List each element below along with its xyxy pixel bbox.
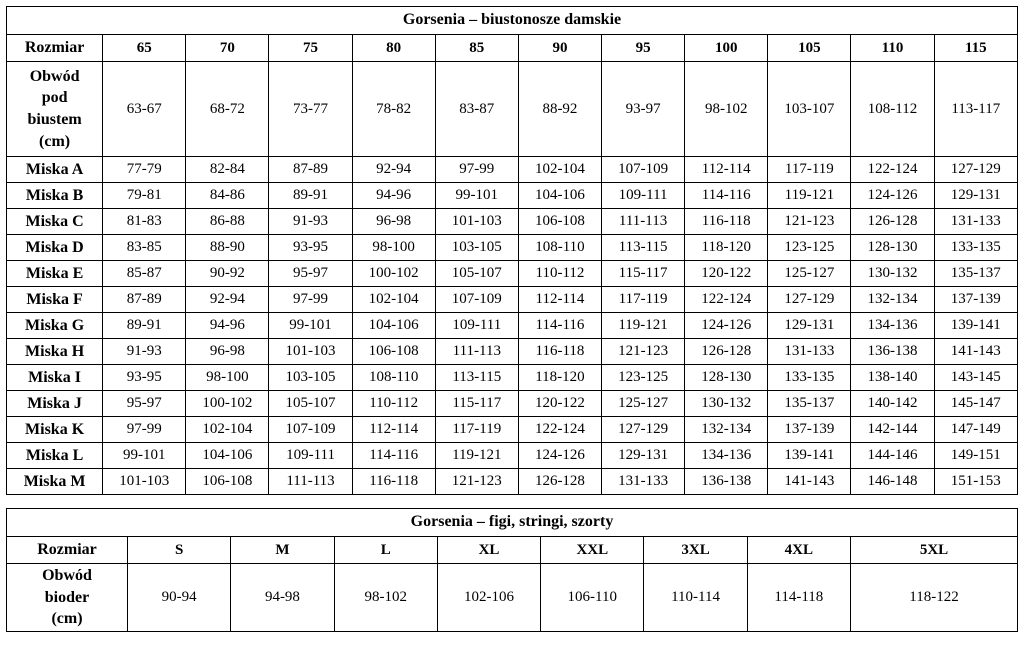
panties-size-m: M <box>231 537 334 564</box>
bras-size-table <box>6 6 1018 495</box>
cup-value: 121-123 <box>435 469 518 495</box>
cup-value: 115-117 <box>602 261 685 287</box>
cup-value: 131-133 <box>602 469 685 495</box>
cup-label: Miska F <box>7 287 103 313</box>
cup-value: 116-118 <box>518 339 601 365</box>
cup-value: 87-89 <box>103 287 186 313</box>
cup-value: 141-143 <box>934 339 1017 365</box>
cup-label: Miska B <box>7 183 103 209</box>
table-row <box>7 261 1018 287</box>
cup-value: 97-99 <box>435 157 518 183</box>
hips-value: 94-98 <box>231 564 334 632</box>
cup-value: 113-115 <box>435 365 518 391</box>
cup-value: 104-106 <box>518 183 601 209</box>
bras-size-85: 85 <box>435 35 518 62</box>
cup-value: 106-108 <box>186 469 269 495</box>
cup-value: 106-108 <box>352 339 435 365</box>
hips-label <box>7 564 128 632</box>
cup-value: 125-127 <box>602 391 685 417</box>
cup-value: 128-130 <box>851 235 934 261</box>
cup-value: 104-106 <box>352 313 435 339</box>
cup-value: 137-139 <box>768 417 851 443</box>
cup-value: 129-131 <box>768 313 851 339</box>
cup-value: 119-121 <box>768 183 851 209</box>
cup-value: 120-122 <box>685 261 768 287</box>
cup-value: 147-149 <box>934 417 1017 443</box>
table-row <box>7 469 1018 495</box>
panties-size-4xl: 4XL <box>747 537 850 564</box>
bras-size-115: 115 <box>934 35 1017 62</box>
cup-value: 107-109 <box>269 417 352 443</box>
cup-value: 108-110 <box>518 235 601 261</box>
cup-value: 128-130 <box>685 365 768 391</box>
cup-value: 106-108 <box>518 209 601 235</box>
cup-value: 122-124 <box>685 287 768 313</box>
cup-value: 109-111 <box>435 313 518 339</box>
cup-value: 108-110 <box>352 365 435 391</box>
cup-value: 135-137 <box>934 261 1017 287</box>
cup-value: 101-103 <box>435 209 518 235</box>
cup-value: 122-124 <box>851 157 934 183</box>
cup-value: 136-138 <box>685 469 768 495</box>
under-bust-value: 98-102 <box>685 62 768 157</box>
hips-value: 110-114 <box>644 564 747 632</box>
cup-value: 98-100 <box>186 365 269 391</box>
cup-value: 137-139 <box>934 287 1017 313</box>
cup-value: 126-128 <box>685 339 768 365</box>
bras-size-70: 70 <box>186 35 269 62</box>
cup-value: 110-112 <box>352 391 435 417</box>
table-row <box>7 339 1018 365</box>
table-spacer <box>0 495 1024 508</box>
cup-value: 131-133 <box>768 339 851 365</box>
cup-value: 102-104 <box>518 157 601 183</box>
cup-value: 114-116 <box>518 313 601 339</box>
cup-value: 132-134 <box>851 287 934 313</box>
cup-value: 101-103 <box>103 469 186 495</box>
cup-value: 97-99 <box>103 417 186 443</box>
panties-header-row <box>7 537 1018 564</box>
cup-value: 107-109 <box>435 287 518 313</box>
cup-label: Miska E <box>7 261 103 287</box>
cup-label: Miska I <box>7 365 103 391</box>
table-row <box>7 183 1018 209</box>
cup-value: 96-98 <box>352 209 435 235</box>
cup-value: 126-128 <box>518 469 601 495</box>
cup-value: 123-125 <box>768 235 851 261</box>
cup-value: 133-135 <box>934 235 1017 261</box>
cup-value: 111-113 <box>435 339 518 365</box>
cup-label: Miska G <box>7 313 103 339</box>
cup-value: 103-105 <box>269 365 352 391</box>
cup-value: 127-129 <box>934 157 1017 183</box>
cup-value: 83-85 <box>103 235 186 261</box>
cup-value: 111-113 <box>602 209 685 235</box>
cup-value: 114-116 <box>352 443 435 469</box>
bras-size-100: 100 <box>685 35 768 62</box>
under-bust-value: 83-87 <box>435 62 518 157</box>
under-bust-label <box>7 62 103 157</box>
cup-value: 82-84 <box>186 157 269 183</box>
cup-value: 145-147 <box>934 391 1017 417</box>
cup-value: 89-91 <box>269 183 352 209</box>
cup-value: 104-106 <box>186 443 269 469</box>
cup-value: 93-95 <box>269 235 352 261</box>
cup-value: 97-99 <box>269 287 352 313</box>
bras-size-65: 65 <box>103 35 186 62</box>
bras-size-75: 75 <box>269 35 352 62</box>
cup-value: 139-141 <box>768 443 851 469</box>
cup-value: 79-81 <box>103 183 186 209</box>
bras-size-80: 80 <box>352 35 435 62</box>
cup-value: 87-89 <box>269 157 352 183</box>
bras-size-105: 105 <box>768 35 851 62</box>
cup-value: 116-118 <box>685 209 768 235</box>
cup-value: 112-114 <box>518 287 601 313</box>
cup-value: 121-123 <box>602 339 685 365</box>
cup-value: 118-120 <box>685 235 768 261</box>
cup-value: 144-146 <box>851 443 934 469</box>
under-bust-value: 108-112 <box>851 62 934 157</box>
bras-title-row <box>7 7 1018 35</box>
under-bust-value: 103-107 <box>768 62 851 157</box>
cup-value: 91-93 <box>103 339 186 365</box>
cup-value: 95-97 <box>103 391 186 417</box>
cup-value: 109-111 <box>269 443 352 469</box>
table-row <box>7 365 1018 391</box>
cup-value: 130-132 <box>685 391 768 417</box>
cup-value: 81-83 <box>103 209 186 235</box>
panties-title: Gorsenia – figi, stringi, szorty <box>7 509 1018 537</box>
under-bust-value: 93-97 <box>602 62 685 157</box>
cup-value: 100-102 <box>186 391 269 417</box>
cup-label: Miska J <box>7 391 103 417</box>
cup-value: 130-132 <box>851 261 934 287</box>
bras-size-header-label: Rozmiar <box>7 35 103 62</box>
cup-value: 91-93 <box>269 209 352 235</box>
cup-label: Miska A <box>7 157 103 183</box>
cup-value: 109-111 <box>602 183 685 209</box>
cup-value: 114-116 <box>685 183 768 209</box>
under-bust-value: 113-117 <box>934 62 1017 157</box>
cup-value: 120-122 <box>518 391 601 417</box>
under-bust-value: 78-82 <box>352 62 435 157</box>
cup-value: 99-101 <box>435 183 518 209</box>
cup-value: 103-105 <box>435 235 518 261</box>
cup-value: 88-90 <box>186 235 269 261</box>
under-bust-value: 68-72 <box>186 62 269 157</box>
cup-value: 133-135 <box>768 365 851 391</box>
under-bust-label-line-1: Obwód <box>29 67 80 85</box>
bras-size-95: 95 <box>602 35 685 62</box>
cup-value: 132-134 <box>685 417 768 443</box>
table-row <box>7 391 1018 417</box>
cup-value: 86-88 <box>186 209 269 235</box>
table-row <box>7 443 1018 469</box>
cup-label: Miska C <box>7 209 103 235</box>
size-chart-page <box>0 6 1024 632</box>
cup-value: 117-119 <box>602 287 685 313</box>
bras-header-row <box>7 35 1018 62</box>
cup-label: Miska L <box>7 443 103 469</box>
cup-value: 129-131 <box>602 443 685 469</box>
bras-size-90: 90 <box>518 35 601 62</box>
hips-value: 114-118 <box>747 564 850 632</box>
cup-value: 139-141 <box>934 313 1017 339</box>
cup-value: 135-137 <box>768 391 851 417</box>
cup-value: 89-91 <box>103 313 186 339</box>
cup-value: 93-95 <box>103 365 186 391</box>
hips-value: 102-106 <box>437 564 540 632</box>
cup-value: 124-126 <box>851 183 934 209</box>
cup-value: 116-118 <box>352 469 435 495</box>
table-row <box>7 417 1018 443</box>
cup-value: 94-96 <box>352 183 435 209</box>
cup-value: 141-143 <box>768 469 851 495</box>
cup-value: 85-87 <box>103 261 186 287</box>
cup-value: 126-128 <box>851 209 934 235</box>
cup-value: 99-101 <box>269 313 352 339</box>
cup-value: 105-107 <box>269 391 352 417</box>
cup-value: 142-144 <box>851 417 934 443</box>
cup-value: 99-101 <box>103 443 186 469</box>
cup-value: 117-119 <box>435 417 518 443</box>
cup-value: 124-126 <box>518 443 601 469</box>
cup-value: 134-136 <box>685 443 768 469</box>
under-bust-value: 88-92 <box>518 62 601 157</box>
cup-value: 113-115 <box>602 235 685 261</box>
cup-value: 151-153 <box>934 469 1017 495</box>
panties-size-header-label: Rozmiar <box>7 537 128 564</box>
hips-value: 106-110 <box>541 564 644 632</box>
cup-value: 92-94 <box>186 287 269 313</box>
cup-value: 127-129 <box>768 287 851 313</box>
panties-size-table <box>6 508 1018 632</box>
cup-value: 110-112 <box>518 261 601 287</box>
cup-value: 140-142 <box>851 391 934 417</box>
panties-size-5xl: 5XL <box>850 537 1017 564</box>
cup-value: 117-119 <box>768 157 851 183</box>
cup-value: 131-133 <box>934 209 1017 235</box>
cup-value: 96-98 <box>186 339 269 365</box>
cup-value: 105-107 <box>435 261 518 287</box>
panties-size-s: S <box>128 537 231 564</box>
cup-value: 100-102 <box>352 261 435 287</box>
under-bust-label-line-2: pod <box>41 89 68 107</box>
under-bust-label-line-4: (cm) <box>39 132 71 150</box>
under-bust-row <box>7 62 1018 157</box>
cup-value: 111-113 <box>269 469 352 495</box>
hips-value: 118-122 <box>850 564 1017 632</box>
hips-row <box>7 564 1018 632</box>
cup-value: 118-120 <box>518 365 601 391</box>
cup-value: 98-100 <box>352 235 435 261</box>
cup-value: 123-125 <box>602 365 685 391</box>
cup-label: Miska H <box>7 339 103 365</box>
hips-label-line-1: Obwód <box>42 567 92 584</box>
panties-size-xxl: XXL <box>541 537 644 564</box>
cup-value: 143-145 <box>934 365 1017 391</box>
cup-value: 90-92 <box>186 261 269 287</box>
bras-size-110: 110 <box>851 35 934 62</box>
hips-value: 98-102 <box>334 564 437 632</box>
under-bust-value: 63-67 <box>103 62 186 157</box>
cup-value: 112-114 <box>352 417 435 443</box>
panties-size-xl: XL <box>437 537 540 564</box>
bras-title: Gorsenia – biustonosze damskie <box>7 7 1018 35</box>
table-row <box>7 313 1018 339</box>
cup-label: Miska D <box>7 235 103 261</box>
cup-value: 119-121 <box>602 313 685 339</box>
cup-value: 119-121 <box>435 443 518 469</box>
panties-size-l: L <box>334 537 437 564</box>
cup-value: 112-114 <box>685 157 768 183</box>
cup-value: 138-140 <box>851 365 934 391</box>
table-row <box>7 287 1018 313</box>
panties-size-3xl: 3XL <box>644 537 747 564</box>
cup-value: 127-129 <box>602 417 685 443</box>
cup-value: 115-117 <box>435 391 518 417</box>
cup-label: Miska K <box>7 417 103 443</box>
cup-value: 102-104 <box>352 287 435 313</box>
table-row <box>7 235 1018 261</box>
cup-value: 92-94 <box>352 157 435 183</box>
under-bust-label-line-3: biustem <box>27 111 82 128</box>
cup-value: 129-131 <box>934 183 1017 209</box>
cup-value: 84-86 <box>186 183 269 209</box>
cup-value: 149-151 <box>934 443 1017 469</box>
hips-value: 90-94 <box>128 564 231 632</box>
cup-value: 122-124 <box>518 417 601 443</box>
cup-value: 125-127 <box>768 261 851 287</box>
cup-value: 77-79 <box>103 157 186 183</box>
cup-value: 121-123 <box>768 209 851 235</box>
cup-value: 101-103 <box>269 339 352 365</box>
cup-value: 146-148 <box>851 469 934 495</box>
cup-value: 107-109 <box>602 157 685 183</box>
panties-title-row <box>7 509 1018 537</box>
cup-value: 134-136 <box>851 313 934 339</box>
cup-value: 136-138 <box>851 339 934 365</box>
cup-value: 124-126 <box>685 313 768 339</box>
under-bust-value: 73-77 <box>269 62 352 157</box>
cup-value: 94-96 <box>186 313 269 339</box>
cup-label: Miska M <box>7 469 103 495</box>
cup-value: 95-97 <box>269 261 352 287</box>
hips-label-line-3: (cm) <box>51 610 83 628</box>
hips-label-line-2: bioder <box>44 588 90 606</box>
table-row <box>7 209 1018 235</box>
table-row <box>7 157 1018 183</box>
cup-value: 102-104 <box>186 417 269 443</box>
